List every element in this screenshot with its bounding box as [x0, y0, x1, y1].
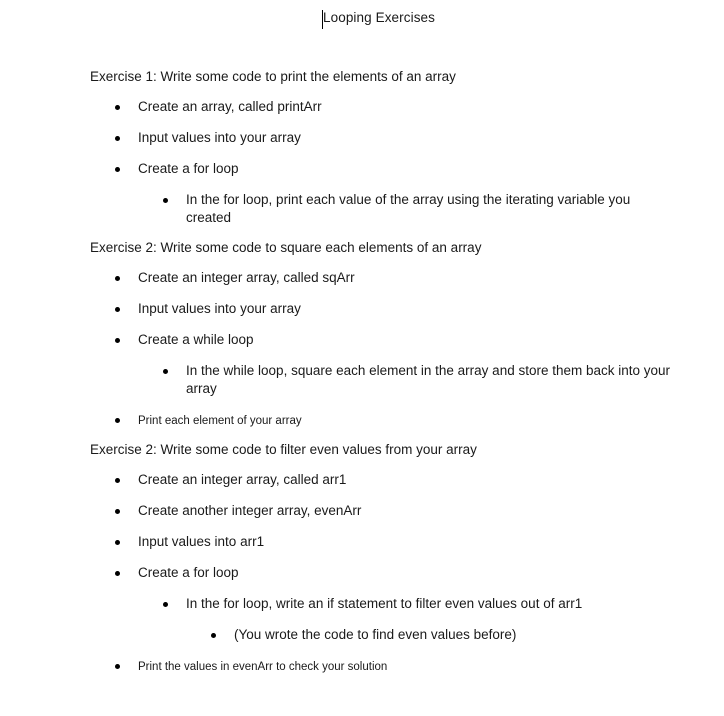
bullet-icon — [211, 633, 216, 638]
exercise-2-heading[interactable]: Exercise 2: Write some code to square each elements of an array — [90, 240, 482, 255]
bullet-icon — [115, 571, 120, 576]
list-item[interactable]: Print each element of your array — [138, 415, 302, 427]
document-title[interactable]: Looping Exercises — [323, 10, 436, 25]
list-item[interactable]: Input values into your array — [138, 301, 301, 316]
bullet-icon — [115, 540, 120, 545]
bullet-icon — [115, 664, 120, 669]
sub-list-item[interactable]: In the for loop, write an if statement to filter even values out of arr1 — [186, 596, 583, 611]
bullet-icon — [115, 509, 120, 514]
list-item[interactable]: Create another integer array, evenArr — [138, 503, 362, 518]
bullet-icon — [163, 369, 168, 374]
sub-sub-list-item[interactable]: (You wrote the code to find even values before) — [234, 627, 517, 642]
bullet-icon — [115, 167, 120, 172]
list-item[interactable]: Print the values in evenArr to check your solution — [138, 661, 388, 673]
list-item[interactable]: Create an integer array, called sqArr — [138, 270, 355, 285]
list-item[interactable]: Create a while loop — [138, 332, 254, 347]
sub-list-item[interactable]: In the while loop, square each element in the array and store them back into your array — [186, 363, 671, 396]
list-item[interactable]: Create an integer array, called arr1 — [138, 472, 347, 487]
bullet-icon — [115, 307, 120, 312]
bullet-icon — [163, 602, 168, 607]
bullet-icon — [115, 418, 120, 423]
list-item[interactable]: Create a for loop — [138, 565, 239, 580]
sub-list-item[interactable]: In the for loop, print each value of the array using the iterating variable you created — [186, 192, 631, 225]
bullet-icon — [115, 136, 120, 141]
list-item[interactable]: Input values into arr1 — [138, 534, 265, 549]
list-item[interactable]: Input values into your array — [138, 130, 301, 145]
exercise-1-heading[interactable]: Exercise 1: Write some code to print the elements of an array — [90, 69, 456, 84]
list-item[interactable]: Create a for loop — [138, 161, 239, 176]
exercise-3-heading[interactable]: Exercise 2: Write some code to filter even values from your array — [90, 442, 477, 457]
bullet-icon — [115, 338, 120, 343]
bullet-icon — [115, 478, 120, 483]
bullet-icon — [115, 105, 120, 110]
list-item[interactable]: Create an array, called printArr — [138, 99, 322, 114]
bullet-icon — [115, 276, 120, 281]
bullet-icon — [163, 198, 168, 203]
